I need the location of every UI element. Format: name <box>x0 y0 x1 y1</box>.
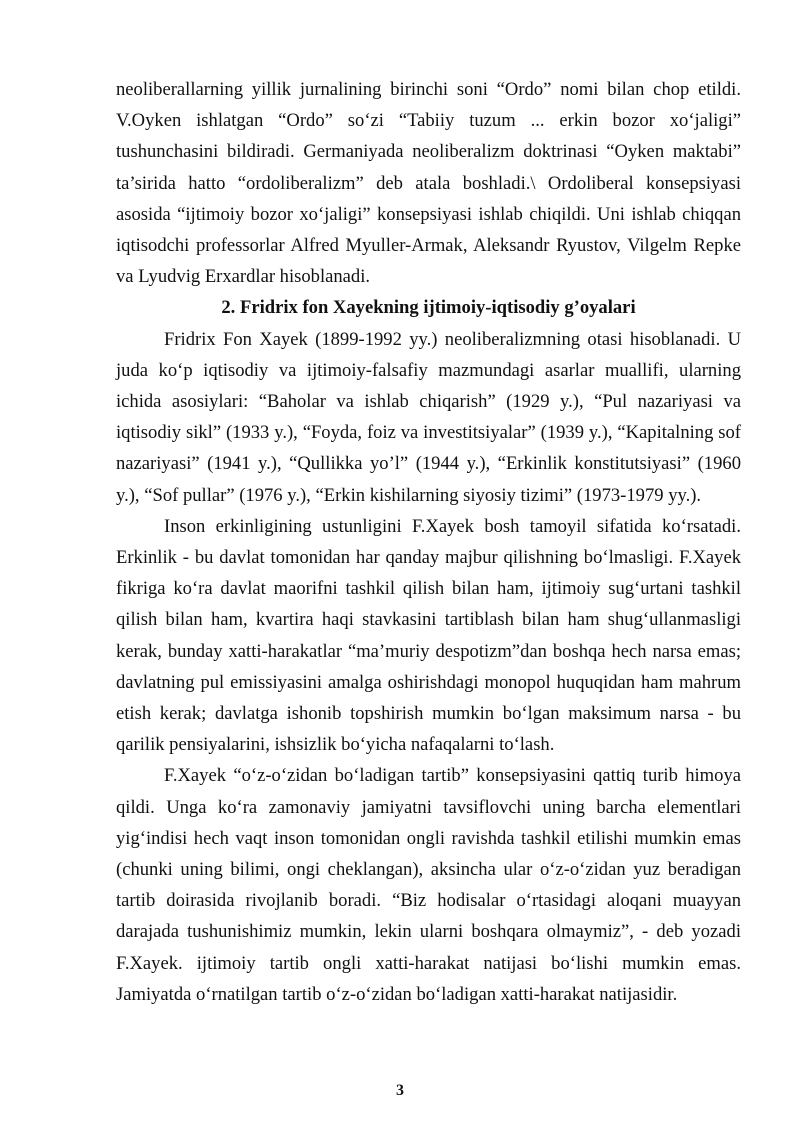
section-heading: 2. Fridrix fon Xayekning ijtimoiy-iqtisodiy g’oyalari <box>221 297 636 319</box>
document-page <box>116 74 741 1010</box>
page-number: 3 <box>396 1082 404 1099</box>
paragraph-2: Inson erkinligining ustunligini F.Xayek bosh tamoyil sifatida ko‘rsatadi. Erkinlik - bu davlat tomonidan har qanday majbur qilishning bo‘lmasligi. F.Xayek fikriga ko‘ra davlat maorifni tashkil qilish bilan ham, ijtimoiy sug‘urtani tashkil qilish bilan ham, kvartira haqi stavkasini tartiblash bilan ham shug‘ullanmasligi kerak, bunday xatti-harakatlar “ma’muriy despotizm”dan boshqa hech narsa emas; davlatning pul emissiyasini amalga oshirishdagi monopol huquqidan ham mahrum etish kerak; davlatga ishonib topshirish mumkin bo‘lgan maksimum narsa - bu qarilik pensiyalarini, ishsizlik bo‘yicha nafaqalarni to‘lash. <box>116 515 741 756</box>
paragraph-1: Fridrix Fon Xayek (1899-1992 yy.) neoliberalizmning otasi hisoblanadi. U juda ko‘p iqtisodiy va ijtimoiy-falsafiy mazmundagi asarlar muallifi, ularning ichida asosiylari: “Baholar va ishlab chiqarish” (1929 y.), “Pul nazariyasi va iqtisodiy sikl” (1933 y.), “Foyda, foiz va investitsiyalar” (1939 y.), “Kapitalning sof nazariyasi” (1941 y.), “Qullikka yo’l” (1944 y.), “Erkinlik konstitutsiyasi” (1960 y.), “Sof pullar” (1976 y.), “Erkin kishilarning siyosiy tizimi” (1973-1979 yy.). <box>116 328 741 506</box>
paragraph-3: F.Xayek “o‘z-o‘zidan bo‘ladigan tartib” konsepsiyasini qattiq turib himoya qildi. Unga ko‘ra zamonaviy jamiyatni tavsiflovchi uning barcha elementlari yig‘indisi hech vaqt inson tomonidan ongli ravishda tashkil etilishi mumkin emas (chunki uning bilimi, ongi cheklangan), aksincha ular o‘z-o‘zidan yuz beradigan tartib doirasida rivojlanib boradi. “Biz hodisalar o‘rtasidagi aloqani muayyan darajada tushunishimiz mumkin, lekin ularni boshqara olmaymiz”, - deb yozadi F.Xayek. ijtimoiy tartib ongli xatti-harakat natijasi bo‘lishi mumkin emas. Jamiyatda o‘rnatilgan tartib o‘z-o‘zidan bo‘ladigan xatti-harakat natijasidir. <box>116 765 741 1005</box>
intro-paragraph: neoliberallarning yillik jurnalining birinchi soni “Ordo” nomi bilan chop etildi. V.Oyken ishlatgan “Ordo” so‘zi “Tabiiy tuzum ... erkin bozor xo‘jaligi” tushunchasini bildiradi. Germaniyada neoliberalizm doktrinasi “Oyken maktabi” ta’sirida hatto “ordoliberalizm” deb atala boshladi.\ Ordoliberal konsepsiyasi asosida “ijtimoiy bozor xo‘jaligi” konsepsiyasi ishlab chiqildi. Uni ishlab chiqqan iqtisodchi professorlar Alfred Myuller-Armak, Aleksandr Ryustov, Vilgelm Repke va Lyudvig Erxardlar hisoblanadi. <box>116 79 741 288</box>
